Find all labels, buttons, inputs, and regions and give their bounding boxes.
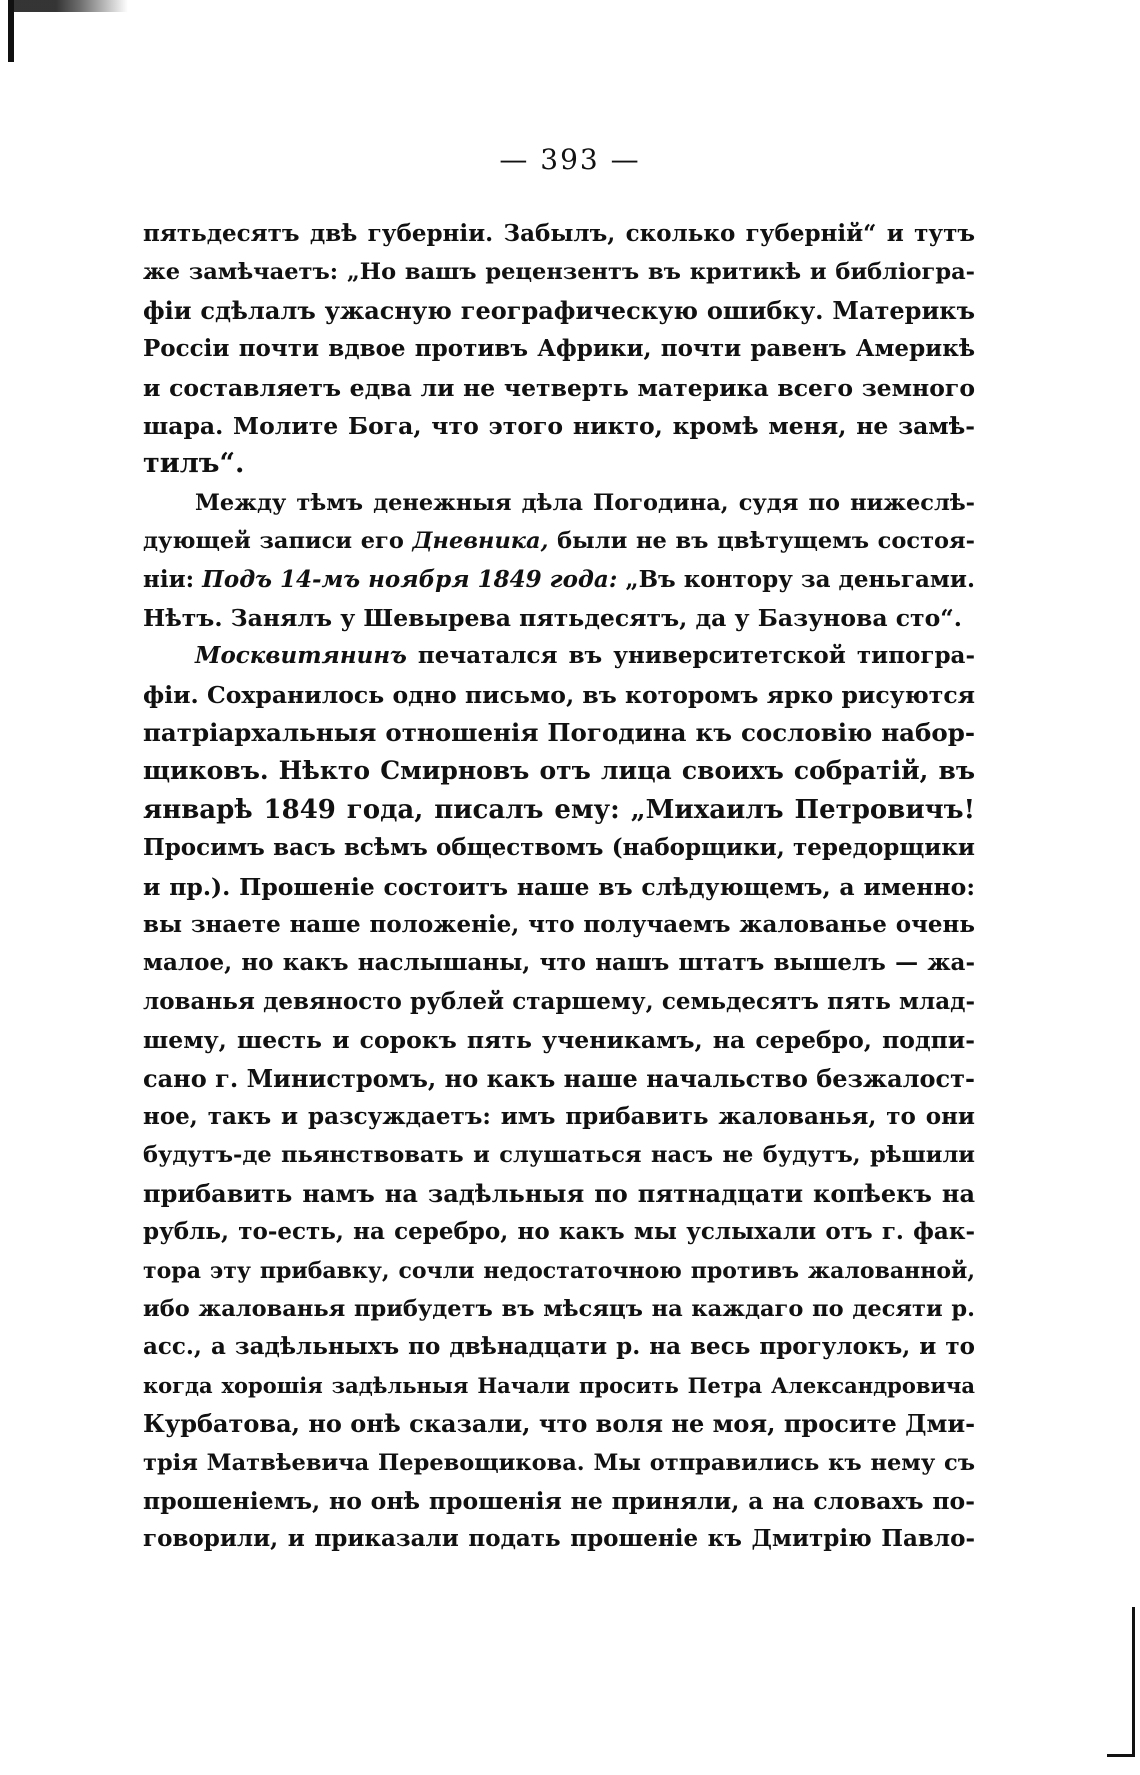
text-line [143, 637, 975, 675]
text-line: малое, но какъ наслышаны, что нашъ штатъ вышелъ — жа- [143, 949, 975, 977]
text-line: будутъ-де пьянствовать и слушаться насъ не будутъ, рѣшили [143, 1142, 975, 1169]
text-line: Курбатова, но онѣ сказали, что воля не моя, просите Дми- [143, 1409, 975, 1439]
italic-title: Москвитянинъ [195, 642, 407, 670]
italic-date: Подъ 14-мъ ноября 1849 года: [202, 565, 618, 593]
text-line: рубль, то-есть, на серебро, но какъ мы услыхали отъ г. фак- [143, 1218, 975, 1246]
text-line: Россіи почти вдвое противъ Африки, почти равенъ Америкѣ [143, 335, 975, 363]
text-run: дующей записи его [143, 528, 413, 555]
text-run: ніи: [143, 565, 203, 593]
text-line: Между тѣмъ денежныя дѣла Погодина, судя по нижеслѣ- [195, 489, 975, 516]
text-line: фіи сдѣлалъ ужасную географическую ошибку. Материкъ [143, 295, 975, 325]
scan-edge-mark [1132, 1607, 1135, 1757]
scan-edge-mark [8, 0, 14, 62]
text-line: и пр.). Прошеніе состоитъ наше въ слѣдующемъ, а именно: [143, 872, 975, 901]
text-line: прошеніемъ, но онѣ прошенія не приняли, а на словахъ по- [143, 1486, 975, 1515]
body-text [143, 215, 975, 1559]
italic-title: Дневника, [412, 528, 549, 555]
text-line: и составляетъ едва ли не четверть материка всего земного [143, 373, 975, 402]
text-line: пятьдесятъ двѣ губерніи. Забылъ, сколько губерній“ и тутъ [143, 220, 975, 247]
text-line: патріархальныя отношенія Погодина къ сословію набор- [143, 718, 975, 748]
text-run: были не въ цвѣтущемъ состоя- [548, 528, 975, 555]
text-line [143, 561, 975, 599]
text-line: тора эту прибавку, сочли недостаточною противъ жалованной, [143, 1257, 975, 1284]
text-run: „Въ контору за деньгами. [617, 565, 975, 593]
text-line: Просимъ васъ всѣмъ обществомъ (наборщики, тередорщики [143, 834, 975, 862]
text-line: прибавить намъ на задѣльныя по пятнадцати копѣекъ на [143, 1178, 975, 1208]
text-line: лованья девяносто рублей старшему, семьдесятъ пять млад- [143, 987, 975, 1015]
text-line: асс., а задѣльныхъ по двѣнадцати р. на весь прогулокъ, и то [143, 1333, 975, 1361]
text-line: ное, такъ и разсуждаетъ: имъ прибавить жалованья, то они [143, 1102, 975, 1130]
text-line: тилъ“. [143, 448, 245, 480]
text-line: вы знаете наше положеніе, что получаемъ жалованье очень [143, 911, 975, 939]
text-line: шара. Молите Бога, что этого никто, кромѣ меня, не замѣ- [143, 411, 975, 440]
text-line: сано г. Министромъ, но какъ наше начальство безжалост- [143, 1063, 975, 1093]
text-line [143, 522, 975, 560]
text-line: ибо жалованья прибудетъ въ мѣсяцъ на каждаго по десяти р. [143, 1295, 975, 1322]
text-line: когда хорошія задѣльныя Начали просить Петра Александровича [143, 1372, 975, 1398]
text-line: трія Матвѣевича Перевощикова. Мы отправились къ нему съ [143, 1449, 975, 1476]
page-number: — 393 — [499, 143, 641, 176]
text-line: же замѣчаетъ: „Но вашъ рецензентъ въ критикѣ и библіогра- [143, 259, 975, 286]
text-line: январѣ 1849 года, писалъ ему: „Михаилъ Петровичъ! [143, 794, 975, 825]
text-line: Нѣтъ. Занялъ у Шевырева пятьдесятъ, да у Базунова сто“. [143, 603, 962, 632]
scan-edge-mark [8, 0, 128, 12]
scan-edge-mark [1107, 1754, 1135, 1757]
text-line: шему, шесть и сорокъ пять ученикамъ, на серебро, подпи- [143, 1026, 975, 1055]
text-run: печатался въ университетской типогра- [406, 642, 975, 670]
text-line: щиковъ. Нѣкто Смирновъ отъ лица своихъ собратій, въ [143, 756, 975, 786]
text-line: фіи. Сохранилось одно письмо, въ которомъ ярко рисуются [143, 680, 975, 709]
text-line: говорили, и приказали подать прошеніе къ Дмитрію Павло- [143, 1525, 975, 1553]
